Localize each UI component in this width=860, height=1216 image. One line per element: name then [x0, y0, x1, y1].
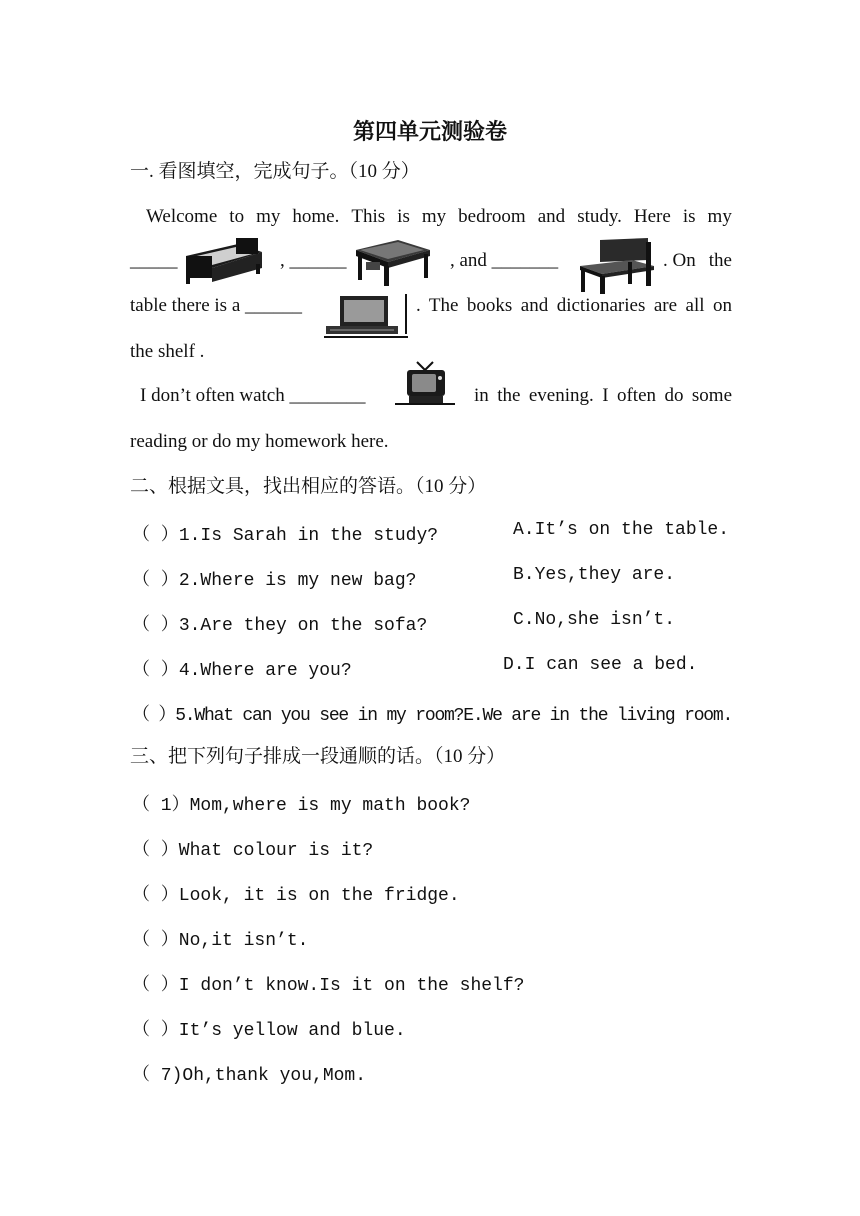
answer-option: E.We are in the living room.	[463, 706, 733, 726]
separator-1: , ______	[280, 250, 347, 271]
answer-paren[interactable]: （ ）	[132, 616, 179, 636]
line2-end	[663, 250, 732, 272]
section2-row-1	[132, 520, 438, 546]
line5-end: in the evening. I often do some	[474, 385, 732, 406]
order-item: （ 7)Oh,thank you,Mom.	[132, 1066, 367, 1086]
order-item: （ ）What colour is it?	[132, 841, 374, 861]
section2-row-5	[132, 700, 732, 726]
word: to	[229, 206, 245, 227]
line3-end: . The books and dictionaries are all on	[416, 295, 732, 316]
question: 2.Where is my new bag?	[178, 571, 417, 591]
answer-paren[interactable]: （ ）	[132, 526, 179, 546]
word: home.	[292, 206, 340, 227]
word: my	[707, 206, 732, 227]
line6: reading or do my homework here.	[130, 431, 389, 452]
order-item: （ ）Look, it is on the fridge.	[132, 886, 460, 906]
section2-row-3	[132, 610, 427, 636]
line5-start: I don’t often watch ________	[140, 385, 366, 406]
word: bedroom	[458, 206, 526, 227]
tv-picture	[395, 360, 457, 410]
bed-picture	[182, 238, 264, 284]
line4: the shelf .	[130, 341, 205, 362]
word: is	[682, 206, 696, 227]
separator-2: , and _______	[450, 250, 559, 271]
order-item: （ 1）Mom,where is my math book?	[132, 796, 471, 816]
word: the	[708, 250, 732, 271]
page-title: 第四单元测验卷	[352, 119, 507, 144]
answer-paren[interactable]: （ ）	[132, 661, 179, 681]
computer-picture	[322, 294, 410, 340]
section2-heading: 二、根据文具，找出相应的答语。（10 分）	[130, 476, 487, 497]
order-item: （ ）I don’t know.Is it on the shelf?	[132, 976, 525, 996]
answer-option: D.I can see a bed.	[503, 655, 698, 675]
question: 1.Is Sarah in the study?	[178, 526, 439, 546]
chair-picture	[572, 238, 658, 294]
blank-1: _____	[130, 250, 178, 271]
word: and	[537, 206, 566, 227]
question: 3.Are they on the sofa?	[178, 616, 428, 636]
section1-heading: 一. 看图填空，完成句子。（10 分）	[130, 161, 420, 182]
table-picture	[352, 240, 432, 286]
word: my	[421, 206, 447, 227]
question: 5.What can you see in my room?	[175, 706, 464, 726]
section2-row-4	[132, 655, 352, 681]
word: . On	[663, 250, 696, 271]
line3-start: table there is a ______	[130, 295, 303, 316]
word: is	[397, 206, 410, 227]
section1-line1	[146, 205, 732, 229]
section2-row-2	[132, 565, 416, 591]
section3-heading: 三、把下列句子排成一段通顺的话。（10 分）	[130, 746, 506, 767]
answer-option: A.It’s on the table.	[513, 520, 730, 540]
word: This	[351, 206, 386, 227]
word: my	[256, 206, 281, 227]
word: study.	[577, 206, 622, 227]
order-item: （ ）No,it isn’t.	[132, 931, 309, 951]
word: Here	[633, 206, 671, 227]
answer-paren[interactable]: （ ）	[132, 706, 176, 726]
answer-option: B.Yes,they are.	[513, 565, 676, 585]
order-item: （ ）It’s yellow and blue.	[132, 1021, 406, 1041]
word: Welcome	[146, 206, 218, 227]
question: 4.Where are you?	[178, 661, 352, 681]
answer-paren[interactable]: （ ）	[132, 571, 179, 591]
answer-option: C.No,she isn’t.	[513, 610, 676, 630]
